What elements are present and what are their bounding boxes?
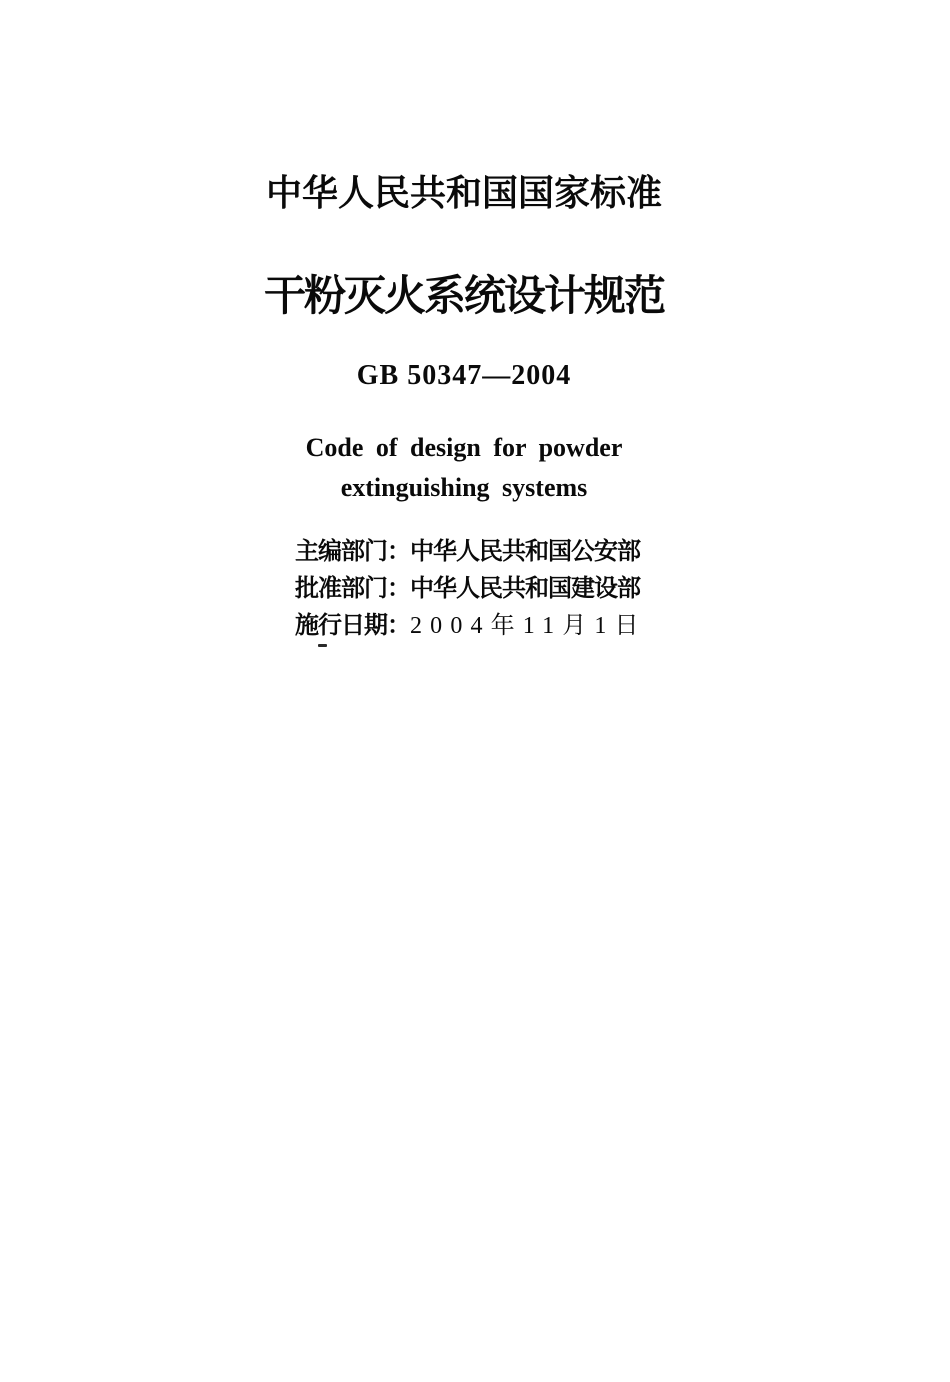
- implementation-date-value: 2004年11月1日: [410, 613, 647, 639]
- colon: ：: [387, 611, 410, 639]
- document-title-zh: 干粉灭火系统设计规范: [263, 271, 664, 320]
- implementation-date-label: 施行日期: [295, 611, 387, 639]
- colon: ：: [387, 537, 410, 565]
- colon: ：: [387, 574, 410, 602]
- info-row-chief-editor: [295, 533, 647, 570]
- approver-value: 中华人民共和国建设部: [410, 574, 640, 602]
- approver-label: 批准部门: [295, 574, 387, 602]
- standard-number: GB 50347—2004: [356, 360, 572, 391]
- publication-info: [295, 533, 647, 645]
- chief-editor-value: 中华人民共和国公安部: [410, 537, 640, 565]
- document-title-en-line2: extinguishing systems: [340, 473, 588, 502]
- document-title-en: [0, 428, 950, 508]
- standard-header: 中华人民共和国国家标准: [265, 173, 662, 214]
- info-row-implementation-date: [295, 607, 647, 645]
- document-title-en-line1: Code of design for powder: [305, 433, 623, 462]
- info-row-approver: [295, 570, 647, 607]
- scan-artifact-mark: [318, 644, 327, 647]
- chief-editor-label: 主编部门: [295, 537, 387, 565]
